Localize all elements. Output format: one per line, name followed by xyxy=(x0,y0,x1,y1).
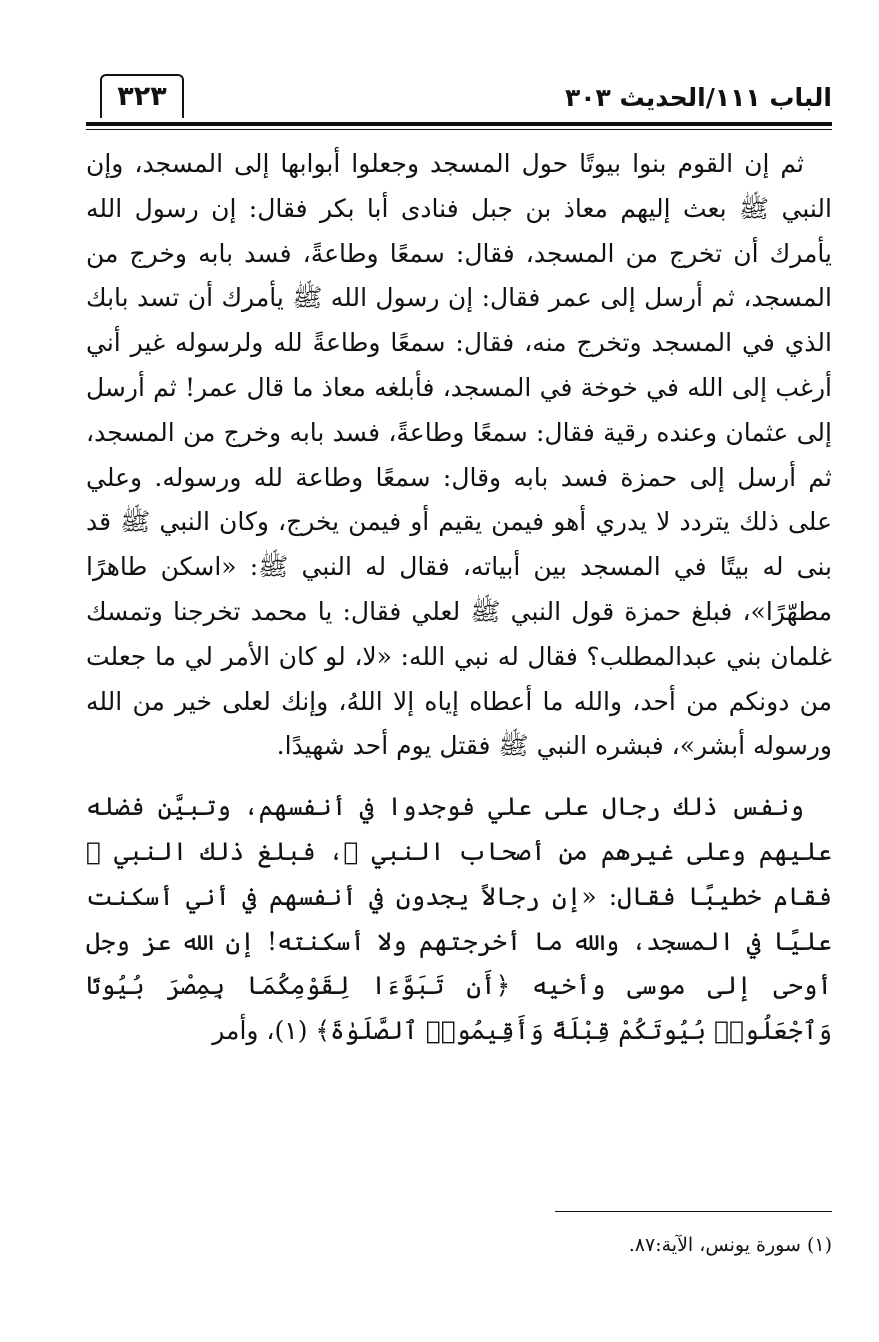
body-text xyxy=(86,142,832,1054)
paragraph-1: ثم إن القوم بنوا بيوتًا حول المسجد وجعلوا أبوابها إلى المسجد، وإن النبي ﷺ بعث إليهم معاذ بن جبل فنادى أبا بكر فقال: إن رسول الله يأمرك أن تخرج من المسجد، فقال: سمعًا وطاعةً، فسد بابه وخرج من المسجد، ثم أرسل إلى عمر فقال: إن رسول الله ﷺ يأمرك أن تسد بابك الذي في المسجد وتخرج منه، فقال: سمعًا وطاعةً لله ولرسوله غير أني أرغب إلى الله في خوخة في المسجد، فأبلغه معاذ ما قال عمر! ثم أرسل إلى عثمان وعنده رقية فقال: سمعًا وطاعةً، فسد بابه وخرج من المسجد، ثم أرسل إلى حمزة فسد بابه وقال: سمعًا وطاعة لله ورسوله. وعلي على ذلك يتردد لا يدري أهو فيمن يقيم أو فيمن يخرج، وكان النبي ﷺ قد بنى له بيتًا في المسجد بين أبياته، فقال له النبي ﷺ: «اسكن طاهرًا مطهّرًا»، فبلغ حمزة قول النبي ﷺ لعلي فقال: يا محمد تخرجنا وتمسك غلمان بني عبدالمطلب؟ فقال له نبي الله: «لا، لو كان الأمر لي ما جعلت من دونكم من أحد، والله ما أعطاه إياه إلا اللهُ، وإنك لعلى خير من الله ورسوله أبشر»، فبشره النبي ﷺ فقتل يوم أحد شهيدًا. xyxy=(86,149,832,761)
paragraph-2: ونفس ذلك رجال على علي فوجدوا في أنفسهم، وتبيَّن فضله عليهم وعلى غيرهم من أصحاب النبي ﷺ، فبلغ ذلك النبي ﷺ فقام خطيبًا فقال: «إن رجالاً يجدون في أنفسهم في أني أسكنت عليًا في المسجد، والله ما أخرجتهم ولا أسكنته! إن الله عز وجل أوحى إلى موسى وأخيه ﴿أَن تَبَوَّءَا لِقَوْمِكُمَا بِمِصْرَ بُيُوتًا وَٱجْعَلُوا۟ بُيُوتَكُمْ قِبْلَةً وَأَقِيمُوا۟ ٱلصَّلَوٰةَ﴾ (١)، وأمر xyxy=(86,792,832,1046)
footnote-separator xyxy=(555,1211,832,1212)
header-rule-thin xyxy=(86,129,832,130)
page-header xyxy=(86,72,832,128)
footnote: (١) سورة يونس، الآية:٨٧. xyxy=(628,1234,832,1256)
header-rule-thick xyxy=(86,122,832,126)
page-number: ٣٢٣ xyxy=(100,74,184,118)
chapter-hadith-title: الباب ١١١/الحديث ٣٠٣ xyxy=(564,83,832,112)
